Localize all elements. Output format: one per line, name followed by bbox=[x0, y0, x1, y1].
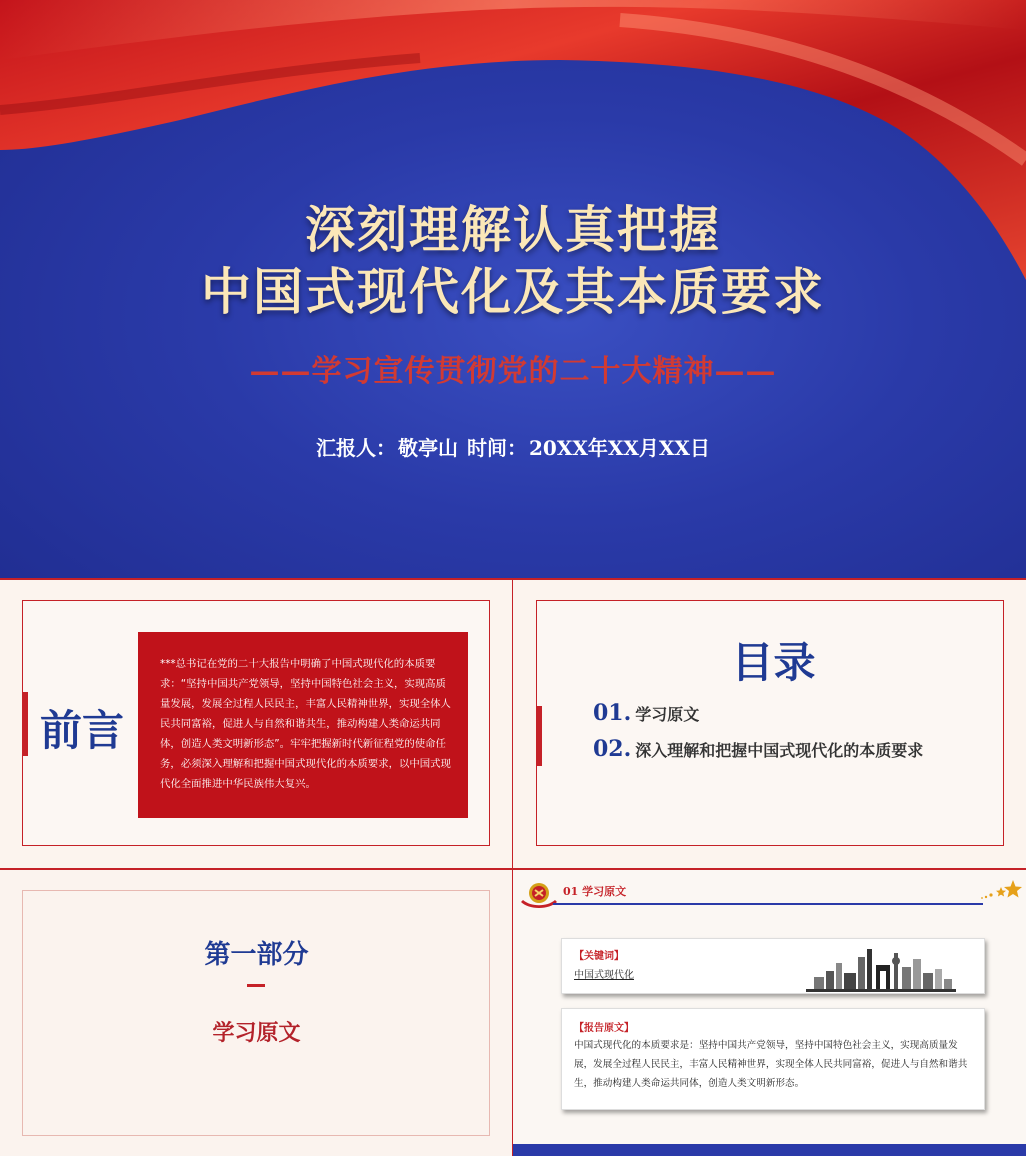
part-divider bbox=[247, 984, 265, 987]
toc-item-1-label: 学习原文 bbox=[635, 705, 700, 724]
toc-slide[interactable] bbox=[513, 578, 1026, 868]
keyword-label: 【关键词】 bbox=[574, 951, 624, 962]
reporter-label: 汇报人： bbox=[316, 436, 397, 460]
study-slide[interactable] bbox=[513, 868, 1026, 1156]
time-value: 20XX年XX月XX日 bbox=[529, 436, 710, 460]
toc-item-2[interactable] bbox=[593, 736, 923, 762]
preface-accent-bar bbox=[22, 692, 28, 756]
cover-title-line1: 深刻理解认真把握 bbox=[305, 200, 721, 259]
reporter-name: 敬亭山 bbox=[398, 436, 459, 460]
report-text: 中国式现代化的本质要求是：坚持中国共产党领导，坚持中国特色社会主义，实现高质量发展，发展全过程人民民主，丰富人民精神世界，实现全体人民共同富裕，促进人与自然和谐共生，推动构建人类命运共同体，创造人类文明新形态。 bbox=[574, 1040, 968, 1089]
report-card bbox=[561, 1008, 985, 1110]
part-frame bbox=[22, 890, 490, 1136]
keyword-card bbox=[561, 938, 985, 994]
party-emblem-icon bbox=[519, 880, 559, 910]
stars-icon bbox=[979, 878, 1023, 902]
preface-heading: 前言 bbox=[40, 706, 125, 755]
study-section-title: 01 学习原文 bbox=[563, 885, 627, 898]
city-skyline-icon bbox=[806, 943, 956, 993]
cover-title-line2: 中国式现代化及其本质要求 bbox=[201, 262, 825, 321]
preface-slide[interactable] bbox=[0, 578, 513, 868]
toc-item-1[interactable] bbox=[593, 700, 699, 726]
toc-item-1-num: 01. bbox=[593, 700, 632, 726]
toc-heading: 目录 bbox=[731, 638, 816, 687]
toc-accent-bar bbox=[536, 706, 542, 766]
cover-reporter-line bbox=[0, 432, 1026, 461]
report-label: 【报告原文】 bbox=[574, 1023, 634, 1034]
part-heading: 第一部分 bbox=[204, 940, 309, 970]
study-title-rule bbox=[553, 903, 983, 905]
toc-item-2-num: 02. bbox=[593, 736, 632, 762]
time-label: 时间： bbox=[467, 436, 528, 460]
toc-item-2-label: 深入理解和把握中国式现代化的本质要求 bbox=[635, 741, 924, 760]
preface-text-box bbox=[138, 632, 468, 818]
preface-body: ***总书记在党的二十大报告中明确了中国式现代化的本质要求：“坚持中国共产党领导，坚持中国特色社会主义，实现高质量发展，发展全过程人民民主，丰富人民精神世界，实现全体人民共同富裕，促进人与自然和谐共生，推动构建人类命运共同体，创造人类文明新形态”。牢牢把握新时代新征程党的使命任务，必须深入理解和把握中国式现代化的本质要求，以中国式现代化全面推进中华民族伟大复兴。 bbox=[160, 658, 451, 790]
keyword-value[interactable]: 中国式现代化 bbox=[574, 970, 634, 981]
cover-subtitle: ——学习宣传贯彻党的二十大精神—— bbox=[249, 354, 777, 389]
part-one-slide[interactable] bbox=[0, 868, 513, 1156]
part-subheading: 学习原文 bbox=[212, 1020, 301, 1046]
study-footer-bar bbox=[513, 1144, 1026, 1156]
